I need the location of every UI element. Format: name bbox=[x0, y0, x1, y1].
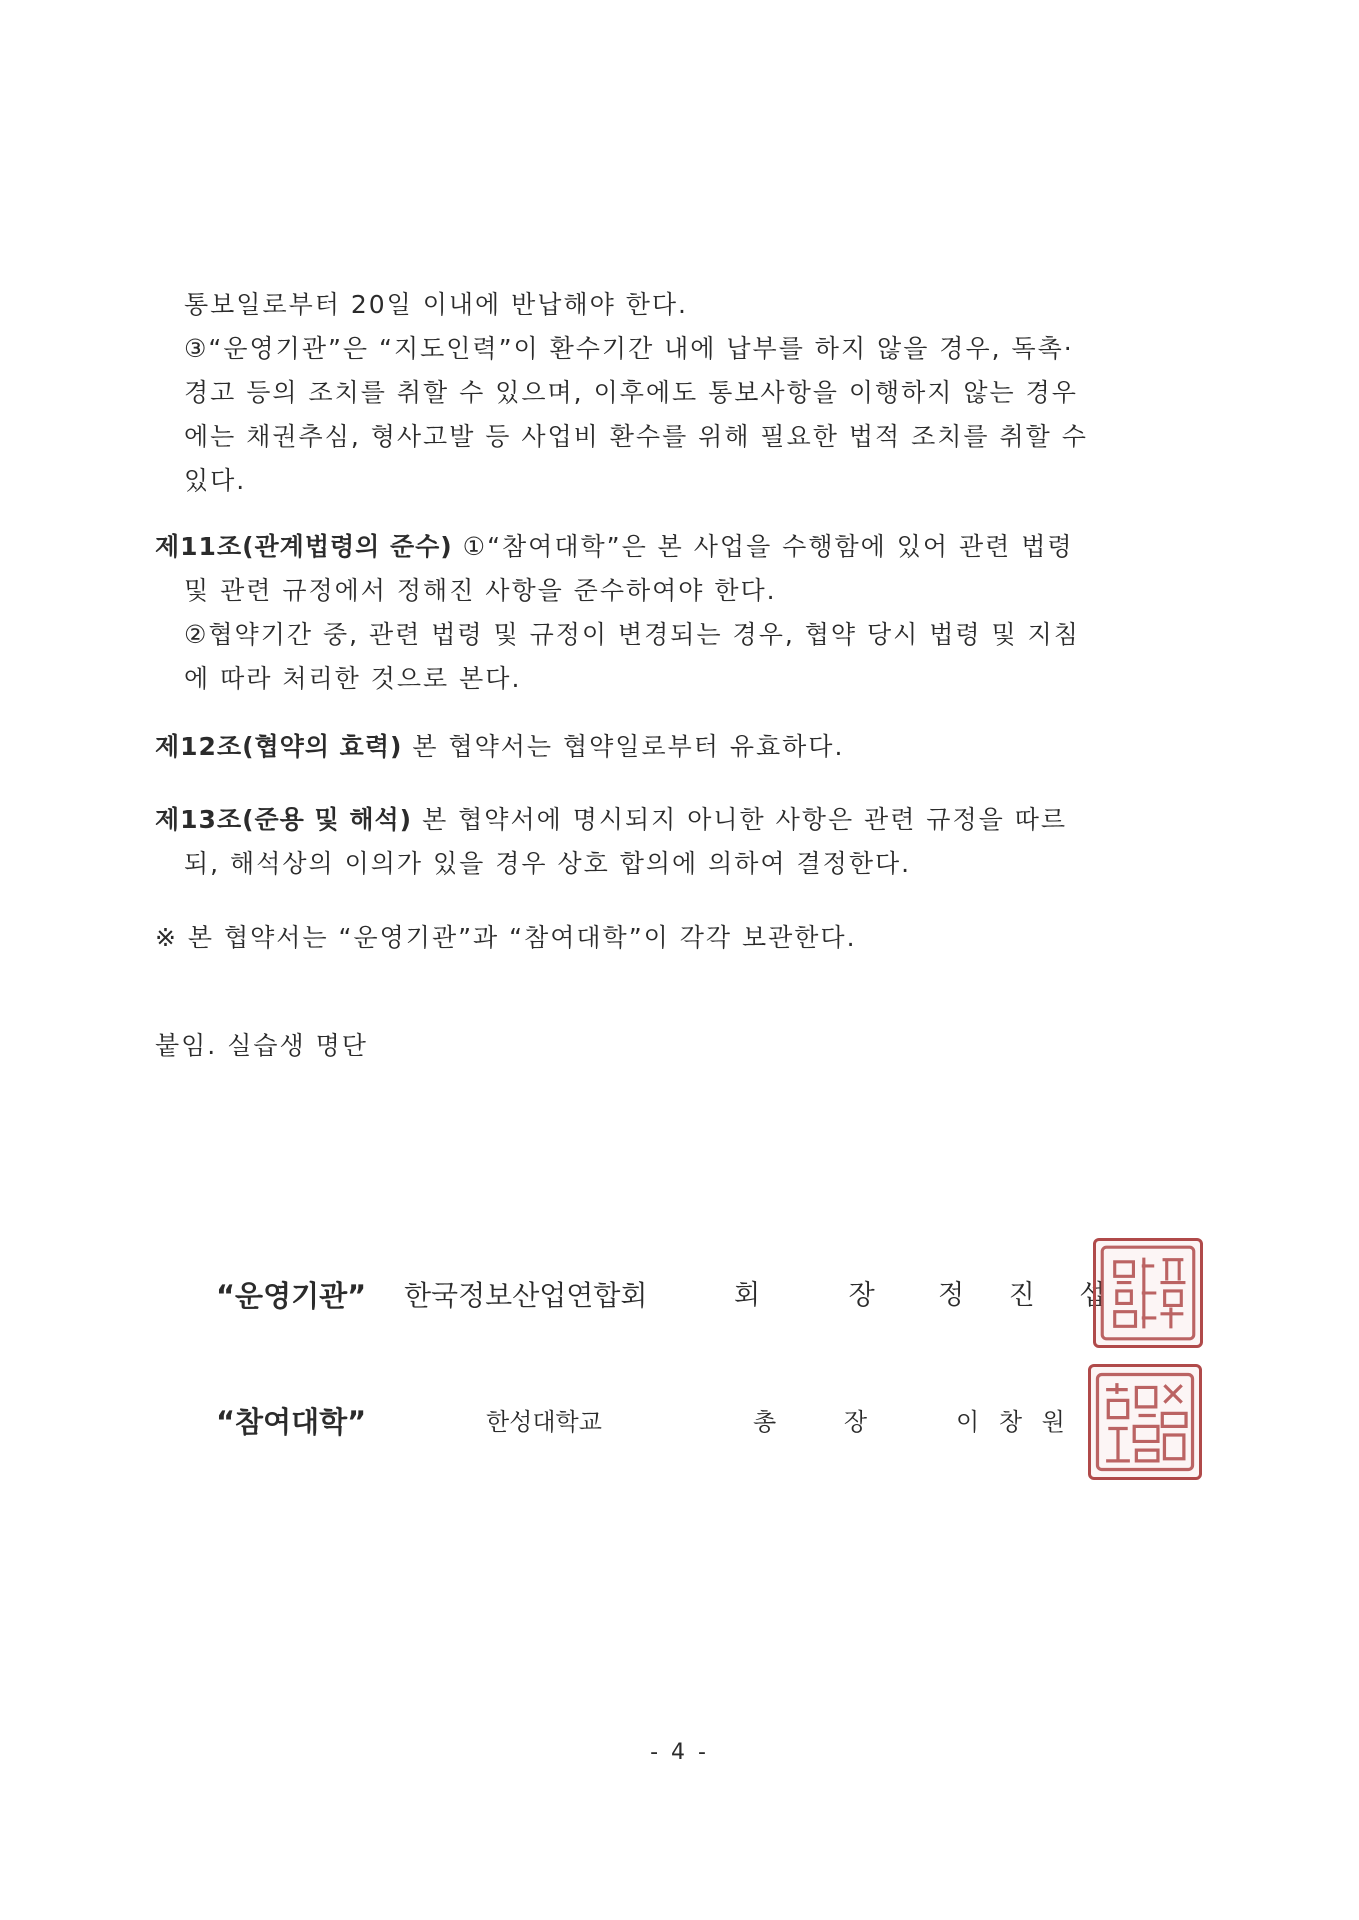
article-13 bbox=[155, 798, 1164, 886]
signature-organization: 한국정보산업연합회 bbox=[404, 1279, 648, 1312]
article-10-line: ③“운영기관”은 “지도인력”이 환수기간 내에 납부를 하지 않을 경우, 독촉· bbox=[184, 334, 1074, 363]
retention-note bbox=[155, 916, 1164, 960]
article-10-line: 통보일로부터 20일 이내에 반납해야 한다. bbox=[184, 290, 688, 319]
article-11 bbox=[155, 525, 1164, 701]
signature-position: 총 장 bbox=[753, 1408, 897, 1436]
article-12-text: 본 협약서는 협약일로부터 유효하다. bbox=[412, 732, 845, 761]
article-11-line: 및 관련 규정에서 정해진 사항을 준수하여야 한다. bbox=[184, 576, 777, 605]
article-10-line: 에는 채권추심, 형사고발 등 사업비 환수를 위해 필요한 법적 조치를 취할 수 bbox=[184, 422, 1088, 451]
signature-position: 회 장 bbox=[734, 1280, 915, 1311]
signature-role: “참여대학” bbox=[216, 1405, 367, 1439]
article-13-line: 되, 해석상의 이의가 있을 경우 상호 합의에 의하여 결정한다. bbox=[184, 849, 912, 878]
attachment bbox=[155, 1024, 1164, 1068]
article-11-title: 제11조(관계법령의 준수) bbox=[155, 532, 453, 561]
attachment-text: 붙임. 실습생 명단 bbox=[155, 1031, 368, 1060]
signature-organization: 한성대학교 bbox=[486, 1408, 602, 1436]
article-10-line: 있다. bbox=[184, 466, 247, 495]
article-11-line: ②협약기간 중, 관련 법령 및 규정이 변경되는 경우, 협약 당시 법령 및 지침 bbox=[184, 620, 1080, 649]
signature-row-participating-university bbox=[216, 1397, 1116, 1447]
article-13-title: 제13조(준용 및 해석) bbox=[155, 805, 413, 834]
article-11-text: ①“참여대학”은 본 사업을 수행함에 있어 관련 법령 bbox=[462, 532, 1074, 561]
article-10-continuation bbox=[184, 283, 1164, 503]
official-seal-icon bbox=[1088, 1364, 1202, 1480]
page-number: - 4 - bbox=[650, 1740, 709, 1765]
article-11-line: 에 따라 처리한 것으로 본다. bbox=[184, 664, 522, 693]
article-12-title: 제12조(협약의 효력) bbox=[155, 732, 403, 761]
official-seal-icon bbox=[1093, 1238, 1203, 1348]
seal-icon bbox=[1091, 1367, 1199, 1477]
signature-role: “운영기관” bbox=[216, 1279, 367, 1313]
signature-name: 정 진 섭 bbox=[938, 1280, 1124, 1311]
seal-icon bbox=[1096, 1241, 1200, 1345]
note-text: ※ 본 협약서는 “운영기관”과 “참여대학”이 각각 보관한다. bbox=[155, 923, 857, 952]
signature-row-operating-agency bbox=[216, 1271, 1124, 1321]
article-10-line: 경고 등의 조치를 취할 수 있으며, 이후에도 통보사항을 이행하지 않는 경우 bbox=[184, 378, 1078, 407]
signature-name: 이 창 원 bbox=[956, 1408, 1071, 1436]
article-12 bbox=[155, 725, 1164, 769]
article-13-text: 본 협약서에 명시되지 아니한 사항은 관련 규정을 따르 bbox=[422, 805, 1067, 834]
